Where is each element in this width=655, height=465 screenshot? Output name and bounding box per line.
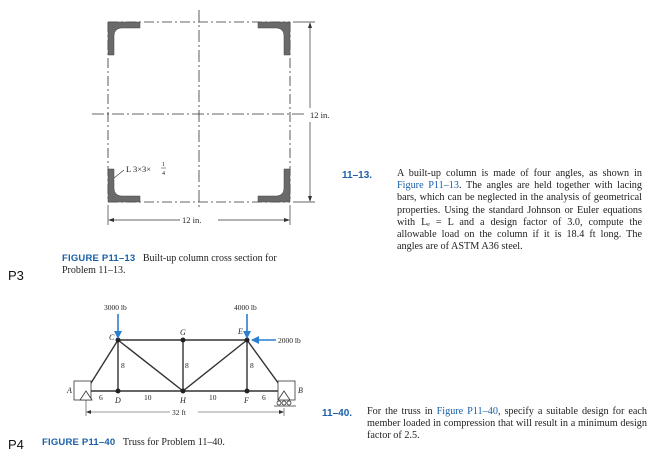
dim-12in-horizontal: 12 in.: [182, 215, 202, 225]
member-gh-label: 8: [185, 361, 189, 370]
p3-label: P3: [8, 268, 24, 283]
figure-reference-link[interactable]: Figure P11–13: [397, 180, 459, 192]
p4-label: P4: [8, 437, 24, 452]
dim-12in-vertical: 12 in.: [310, 110, 330, 120]
figure-label: FIGURE P11–13: [62, 253, 136, 264]
svg-text:4: 4: [162, 171, 165, 177]
problem-11-40: [322, 406, 647, 443]
roller-support-b: [274, 381, 296, 406]
figure-p11-40-caption: FIGURE P11–40 Truss for Problem 11–40.: [42, 437, 225, 448]
figure-label: FIGURE P11–40: [42, 437, 116, 448]
member-ef-label: 8: [250, 361, 254, 370]
node-h: H: [180, 396, 186, 405]
member-ac-label: 6: [99, 393, 103, 402]
svg-text:1: 1: [162, 162, 165, 168]
problem-text: A built-up column is made of four angles, as shown in Figure P11–13. The angles are held together with lacing bars, which can be neglected in the analysis of geometrical properties. Using the standard Johnson or Euler equations with Lₑ = L and a design factor of 3.0, compute the allowable load on the column if it is 18.4 ft long. The angles are of ASTM A36 steel.: [397, 168, 642, 253]
node-d: D: [115, 396, 121, 405]
member-dh-label: 10: [144, 393, 152, 402]
node-c: C: [109, 333, 115, 342]
load-e-label: 4000 lb: [234, 303, 257, 312]
member-bf-label: 6: [262, 393, 266, 402]
node-e: E: [238, 327, 243, 336]
load-horizontal-label: 2000 lb: [278, 336, 301, 345]
load-c-label: 3000 lb: [104, 303, 127, 312]
problem-11-13: [342, 168, 642, 253]
angle-size-label: L 3×3×: [126, 164, 152, 174]
problem-number: 11–40.: [322, 408, 353, 419]
angle-bottom-right: [258, 169, 290, 202]
node-f: F: [244, 396, 249, 405]
centerlines: [92, 10, 305, 210]
node-b: B: [298, 386, 303, 395]
problem-number: 11–13.: [342, 170, 373, 181]
problem-text: For the truss in Figure P11–40, specify a suitable design for each member loaded in compression that will result in a minimum design factor of 2.5.: [367, 406, 647, 442]
figure-p11-13-caption: FIGURE P11–13 Built-up column cross section for Problem 11–13.: [62, 253, 277, 276]
pin-support-a: [74, 381, 92, 400]
figure-reference-link[interactable]: Figure P11–40: [436, 406, 498, 417]
node-g: G: [180, 328, 186, 337]
span-32ft-label: 32 ft: [172, 408, 186, 417]
figure-p11-40-drawing: [60, 295, 320, 425]
member-hf-label: 10: [209, 393, 217, 402]
node-a: A: [67, 386, 72, 395]
angle-top-left: [108, 22, 140, 55]
member-cd-label: 8: [121, 361, 125, 370]
figure-p11-13-drawing: [80, 8, 330, 243]
angle-top-right: [258, 22, 290, 55]
